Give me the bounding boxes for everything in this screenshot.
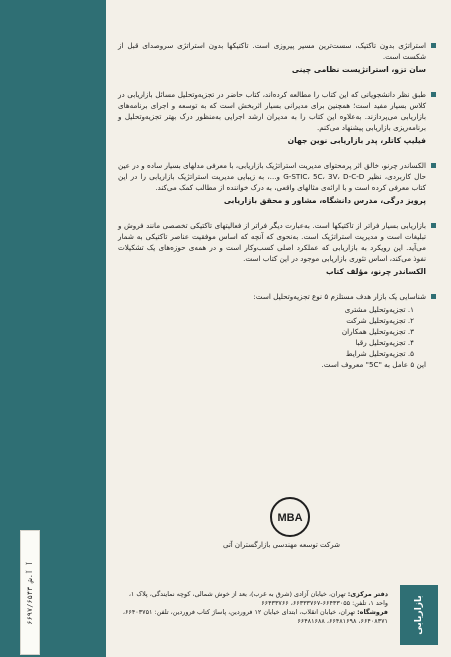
- brand-block: [222, 495, 340, 550]
- publisher-logo: [400, 585, 438, 645]
- analysis-list: [118, 304, 426, 359]
- analysis-outro: این ۵ عامل به "5C" معروف است.: [321, 360, 426, 369]
- quote-sun-tzu: [118, 40, 436, 75]
- quote-dargi: [118, 160, 436, 206]
- office-address: [118, 590, 388, 608]
- office-text: تهران، خیابان آزادی (شرق به غرب)، بعد از خوش شمالی، کوچه نمایندگی، پلاک ۱، واحد ۱، تلفن: ۶۶۴۳۳۰۵۵-۶۶۳۳۳۷۶۷، ۶۶۴۳۳۷۶۶: [128, 590, 388, 607]
- quote-author: سان تزو، استراتژیست نظامی چینی: [291, 65, 426, 74]
- shop-text: تهران، خیابان انقلاب، ابتدای خیابان ۱۲ فروردین، پاساژ کتاب فروردین، تلفن: ۶۶۴۰۳۷۵۱، ۶۶۴۰۸۳۷۱، ۶۶۴۸۱۶۹۸، ۶۶۴۸۱۶۸۸: [122, 608, 388, 625]
- library-sticker: [20, 530, 40, 655]
- analysis-block: [118, 291, 436, 370]
- office-label: دفتر مرکزی:: [347, 590, 388, 598]
- quote-author: پرویز درگی، مدرس دانشگاه، مشاور و محقق بازاریابی: [223, 196, 426, 205]
- quote-text: بازاریابی بسیار فراتر از تاکتیکها است. به‌عبارت دیگر فراتر از فعالیتهای تاکتیکی تخصصی مانند فروش و تبلیغات است و مدیریت استراتژیک است. به‌نحوی که آنچه که اساس موفقیت عناصر تاکتیکی به شمار می‌آید. این رویکرد به بازاریابی که عملکرد اصلی کسب‌وکار است و در همه‌ی حوزه‌های یک تشکیلات نفوذ می‌کند، اساس تئوری بازاریابی موجود در این کتاب است.: [118, 221, 426, 263]
- sticker-text: ۶۶۹۷/۶۵۴۳ آ آ.ش: [26, 560, 34, 625]
- shop-address: [118, 608, 388, 626]
- list-item: ۱. تجزیه‌وتحلیل مشتری: [344, 305, 414, 314]
- mba-logo-text: MBA: [277, 512, 303, 524]
- list-item: ۳. تجزیه‌وتحلیل همکاران: [341, 327, 414, 336]
- shop-label: فروشگاه:: [357, 608, 388, 616]
- analysis-intro: شناسایی یک بازار هدف مستلزم ۵ نوع تجزیه‌وتحلیل است:: [253, 292, 426, 301]
- list-item: ۵. تجزیه‌وتحلیل شرایط: [345, 349, 414, 358]
- quote-text: استراتژی بدون تاکتیک، سست‌ترین مسیر پیروزی است. تاکتیکها بدون استراتژی سروصدای قبل از شکست است.: [118, 41, 426, 61]
- addresses: [118, 590, 388, 626]
- spine-band: [0, 0, 106, 657]
- quote-chernev: [118, 220, 436, 277]
- quote-text: الکساندر چرنو، خالق اثر پرمحتوای مدیریت استراتژیک بازاریابی، با معرفی مدلهای بسیار ساده و در عین حال کاربردی، نظیر G-STIC، 5C، 3V، D-C-D و...، به زیبایی مدیریت استراتژیک بازاریابی را در این کتاب معرفی کرده است و با ارائه‌ی مثالهای واقعی، به درک خواننده از مطالب کمک می‌کند.: [118, 161, 427, 192]
- quote-text: طبق نظر دانشجویانی که این کتاب را مطالعه کرده‌اند، کتاب حاضر در تجزیه‌وتحلیل مسائل بازاریابی در کلاس بسیار مفید است؛ همچنین برای مدیرانی بسیار اثربخش است که به توسعه و اجرای برنامه‌های بازاریابی می‌پردازند. به‌علاوه این کتاب را به مدیران ارشد اجرایی به‌منظور درک بهتر تجزیه‌وتحلیل و برنامه‌ریزی بازاریابی پیشنهاد می‌کنم.: [118, 90, 426, 132]
- mba-logo-icon: [265, 495, 315, 540]
- publisher-logo-text: بازاریابی: [414, 595, 424, 635]
- brand-name: شرکت توسعه مهندسی بازارگستران آتی: [222, 541, 340, 549]
- quote-kotler: [118, 89, 436, 146]
- quote-author: فیلیپ کاتلر، پدر بازاریابی نوین جهان: [287, 136, 426, 145]
- back-cover-text: [118, 40, 436, 384]
- list-item: ۲. تجزیه‌وتحلیل شرکت: [346, 316, 414, 325]
- quote-author: الکساندر چرنو، مؤلف کتاب: [325, 267, 426, 276]
- list-item: ۴. تجزیه‌وتحلیل رقبا: [355, 338, 414, 347]
